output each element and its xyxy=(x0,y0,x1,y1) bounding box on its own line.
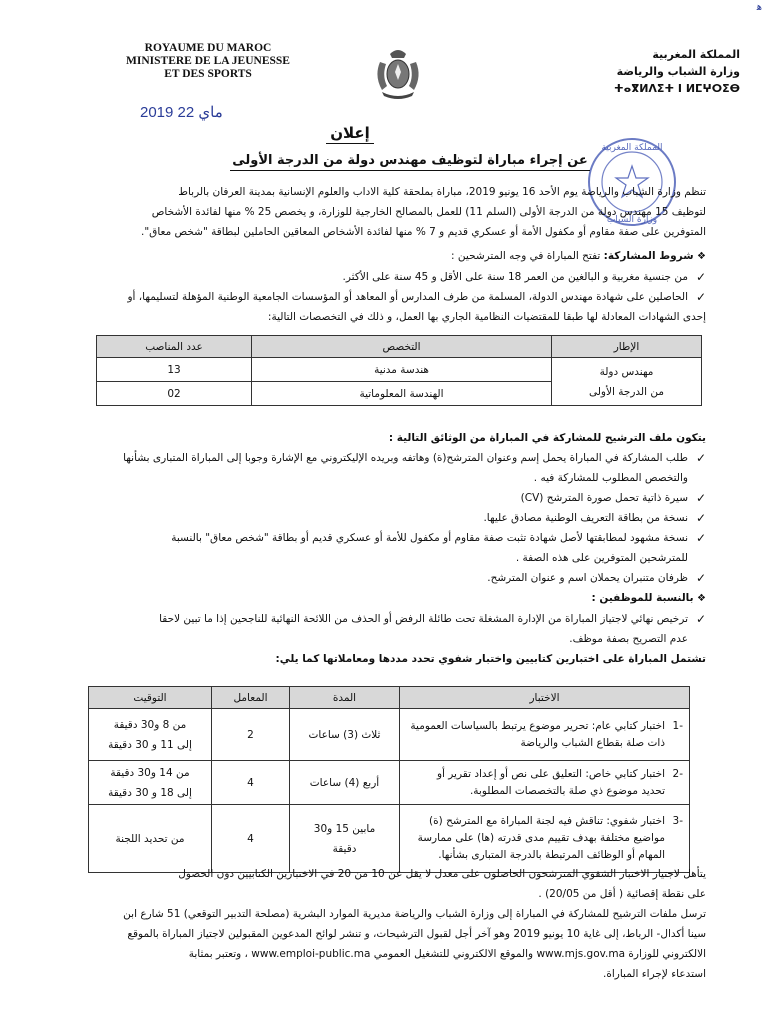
intro-line: تنظم وزارة الشباب والرياضة يوم الأحد 16 يونيو 2019، مباراة بملحقة كلية الاداب والعلوم الإنسانية بمدينة العرفان بالرباط xyxy=(178,186,706,198)
timing-cell xyxy=(89,761,212,805)
table-header: الإطار xyxy=(552,336,702,358)
table-header: التوقيت xyxy=(89,687,212,709)
frame-line: مهندس دولة xyxy=(599,365,654,378)
stamp-text-2: وزارة الشباب xyxy=(606,215,658,225)
count-cell: 02 xyxy=(97,382,252,406)
coefficient-cell: 4 xyxy=(212,761,290,805)
exam-cell xyxy=(400,709,690,761)
speciality-cell: الهندسة المعلوماتية xyxy=(252,382,552,406)
duration-line: دقيقة xyxy=(332,842,357,855)
duration-cell xyxy=(290,805,400,873)
exam-text: مواضيع مختلفة بهدف تقييم مدى قدرته (ها) على ممارسة xyxy=(417,832,665,844)
header-ar-line: المملكة المغربية xyxy=(652,48,740,61)
exam-text: اختبار كتابي عام: تحرير موضوع يرتبط بالسياسات العمومية xyxy=(410,719,665,732)
header-ar-line: ⵜⴰⴳⵍⴷⵉⵜ ⵏ ⵍⵎⵖⵔⵉⴱ xyxy=(613,82,740,95)
footer-section xyxy=(94,864,706,984)
footer-line: ترسل ملفات الترشيح للمشاركة في المباراة إلى وزارة الشباب والرياضة مديرية الموارد البشرية (مصلحة التدبير التوقعي) 51 شارع ابن xyxy=(123,908,706,920)
count-cell: 13 xyxy=(97,358,252,382)
condition-item: ✓ الحاصلين على شهادة مهندس الدولة، المسلمة من طرف المدارس أو المعاهد أو المؤسسات الجامعية الوطنية المؤهلة لتسليمها، أو xyxy=(94,287,706,307)
condition-item: ✓ من جنسية مغربية و البالغين من العمر 18 سنة على الأقل و 45 سنة على الأكثر. xyxy=(94,267,706,287)
document-item: ✓ نسخة من بطاقة التعريف الوطنية مصادق عليها. xyxy=(94,508,706,528)
table-header: عدد المناصب xyxy=(97,336,252,358)
exam-text: اختبار شفوي: تناقش فيه لجنة المباراة مع المترشح (ة) xyxy=(429,815,665,827)
duration-cell: ثلاث (3) ساعات xyxy=(290,709,400,761)
document-item: ✓ سيرة ذاتية تحمل صورة المترشح (CV) xyxy=(94,488,706,508)
frame-line: من الدرجة الأولى xyxy=(588,385,665,398)
frame-cell xyxy=(552,358,702,406)
timing-line: إلى 11 و 30 دقيقة xyxy=(108,738,192,751)
exam-cell xyxy=(400,805,690,873)
footer-line: الالكتروني للوزارة www.mjs.gov.ma والموقع الالكتروني للتشغيل العمومي www.emploi-public.ma ، وتعتبر بمثابة xyxy=(188,948,706,960)
exam-text: ذات صلة بقطاع الشباب والرياضة xyxy=(520,736,665,749)
document-item: ✓ ظرفان متنبران يحملان اسم و عنوان المترشح. xyxy=(94,568,706,588)
document-item-cont: والتخصص المطلوب للمشاركة فيه . xyxy=(533,472,688,484)
coat-of-arms-icon xyxy=(368,44,428,104)
documents-heading: يتكون ملف الترشيح للمشاركة في المباراة من الوثائق التالية : xyxy=(388,432,706,444)
timing-cell xyxy=(89,709,212,761)
coefficient-cell: 4 xyxy=(212,805,290,873)
ministry-header-french xyxy=(108,42,308,81)
exam-number: -2 xyxy=(672,767,683,780)
employees-heading: ❖ بالنسبة للموظفين : xyxy=(94,588,706,609)
table-header: التخصص xyxy=(252,336,552,358)
duration-line: مابين 15 و30 xyxy=(313,822,376,835)
header-fr-line: ROYAUME DU MAROC xyxy=(144,42,272,54)
exams-table xyxy=(88,686,690,873)
footer-line: سينا أكدال- الرباط، إلى غاية 10 يونيو 2019 وهو آخر أجل لقبول الترشيحات، و تنشر لوائح المدعوين المقبولين لاجتياز المباراة بالموقع xyxy=(127,928,706,940)
exam-cell xyxy=(400,761,690,805)
table-header: المدة xyxy=(290,687,400,709)
timing-line: من 8 و30 دقيقة xyxy=(113,718,187,731)
timing-line: إلى 18 و 30 دقيقة xyxy=(108,786,192,799)
conditions-heading-line xyxy=(94,246,706,267)
table-header: المعامل xyxy=(212,687,290,709)
conditions-lead: تفتح المباراة في وجه المترشحين : xyxy=(451,250,601,262)
employees-item-cont: عدم التصريح بصفة موظف. xyxy=(569,633,688,645)
conditions-heading: ❖ شروط المشاركة: xyxy=(604,250,706,262)
duration-cell: أربع (4) ساعات xyxy=(290,761,400,805)
speciality-cell: هندسة مدنية xyxy=(252,358,552,382)
timing-line: من 14 و30 دقيقة xyxy=(110,766,190,779)
table-header: الاختبار xyxy=(400,687,690,709)
exam-number: -1 xyxy=(672,719,683,732)
page-title: إعلان xyxy=(280,124,420,144)
ministry-header-arabic xyxy=(580,46,740,97)
document-item-cont: للمترشحين المتوفرين على هذه الصفة . xyxy=(515,552,688,564)
document-item: ✓ نسخة مشهود لمطابقتها لأصل شهادة تثبت صفة مقاوم أو مكفول للأمة أو عسكري قديم أو بطاقة "شخص معاق" بالنسبة xyxy=(94,528,706,548)
header-ar-line: وزارة الشباب والرياضة xyxy=(616,65,740,78)
footer-line: على نقطة إقصائية ( أقل من 20/05) . xyxy=(538,888,706,900)
exam-text: المهام أو الوظائف المرتبطة بالدرجة المتبارى بشأنها. xyxy=(438,849,665,861)
page-subtitle: عن إجراء مباراة لتوظيف مهندس دولة من الدرجة الأولى xyxy=(230,153,590,171)
footer-line: استدعاء لإجراء المباراة. xyxy=(603,968,706,980)
documents-section xyxy=(94,428,706,669)
positions-table xyxy=(96,335,702,406)
employees-item: ✓ ترخيص نهائي لاجتياز المباراة من الإدارة المشغلة تحت طائلة الرفض أو الحذف من اللائحة النهائية للناجحين إذا ما تبين لاحقا xyxy=(94,609,706,629)
date-stamp: 2019 ماي 22 xyxy=(140,104,223,121)
exam-text: اختبار كتابي خاص: التعليق على نص أو إعداد تقرير أو xyxy=(436,767,665,780)
exam-number: -3 xyxy=(672,815,683,827)
coefficient-cell: 2 xyxy=(212,709,290,761)
exam-intro: تشتمل المباراة على اختبارين كتابيين واختبار شفوي تحدد مددها ومعاملاتها كما يلي: xyxy=(275,653,706,665)
conditions-tail: إحدى الشهادات المعادلة لها طبقا للمقتضيات النظامية الجاري بها العمل، و ذلك في التخصصات التالية: xyxy=(267,311,706,323)
stamp-text: المملكة المغربية xyxy=(601,143,663,153)
exam-text: تحديد موضوع ذي صلة بالتخصصات المطلوبة. xyxy=(469,784,665,797)
intro-line: لتوظيف 15 مهندس دولة من الدرجة الأولى (السلم 11) للعمل بالمصالح الخارجية للوزارة، و يخصص 25 % منها لفائدة الأشخاص xyxy=(151,206,706,218)
header-fr-line: ET DES SPORTS xyxy=(164,68,252,80)
timing-cell: من تحديد اللجنة xyxy=(89,805,212,873)
corner-mark: ﻫ xyxy=(756,2,762,13)
conditions-section xyxy=(94,246,706,327)
footer-line: يتأهل لاجتياز الاختبار الشفوي المترشحون الحاصلون على معدل لا يقل عن 10 من 20 في الاختبارين الكتابيين دون الحصول xyxy=(178,868,706,880)
intro-line: المتوفرين على صفة مقاوم أو مكفول الأمة أو عسكري قديم و 7 % منها لفائدة الأشخاص المعاقين الحاملين لبطاقة "شخص معاق". xyxy=(141,226,706,238)
intro-paragraph xyxy=(94,182,706,242)
document-item: ✓ طلب المشاركة في المباراة يحمل إسم وعنوان المترشح(ة) وهاتفه وبريده الإليكتروني مع الإشارة وجوبا إلى المباراة المتبارى بشأنها xyxy=(94,448,706,468)
header-fr-line: MINISTERE DE LA JEUNESSE xyxy=(126,55,290,67)
